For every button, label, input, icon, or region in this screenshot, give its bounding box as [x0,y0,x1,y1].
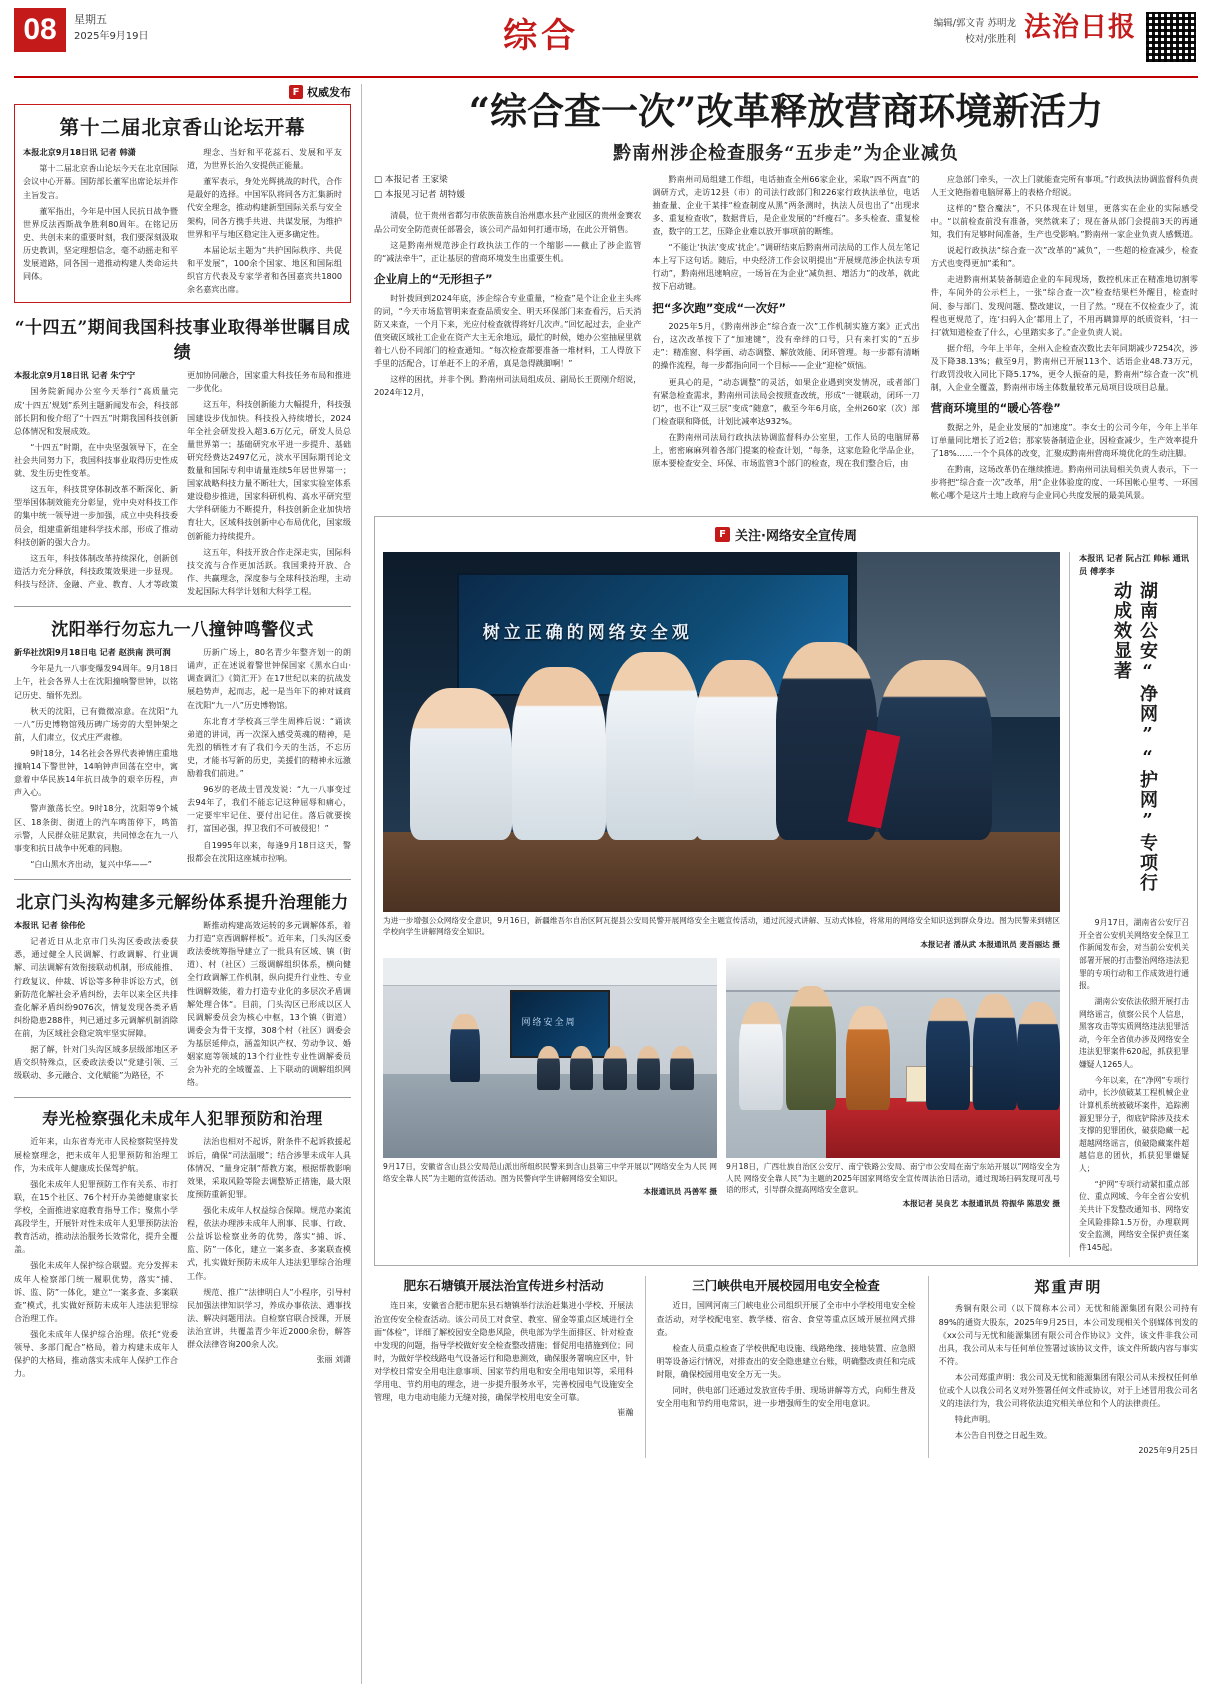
paragraph: 警声激荡长空。9时18分，沈阳等9个城区、18条街、街道上的汽车鸣笛停下，鸣笛示警，人民群众驻足默哀，共同悼念在九一八事变和抗日战争中死难的同胞。 [14,803,178,853]
article-shitang-legal [374,1276,633,1458]
paragraph: 说起行政执法“综合查一次”改革的“减负”，一些超的检查减少，检查方式也变得更加“柔和”。 [930,245,1198,269]
weekday: 星期五 [74,13,107,26]
authority-badge [14,84,351,100]
article-headline: 寿光检察强化未成年人犯罪预防和治理 [42,1109,323,1129]
main-col-3 [931,173,1198,506]
paragraph: 应急部门牵头，一次上门就能查完所有事项。”行政执法协调监督科负责人王文艳指着电脑屏幕上的表格介绍说。 [930,173,1198,197]
paragraph: 清晨，位于贵州省都匀市依族苗族自治州惠水县产业园区的贵州金赛农品公司安全防范责任部署会，该公司产品如何打通市场，在此公开销售。 [374,210,642,234]
byline: 本报讯 记者 徐伟伦 [14,919,86,930]
article-body [656,1299,915,1410]
page-number: 08 [14,8,66,52]
right-column [362,84,1198,1684]
photo-feature-header [383,525,1189,544]
paragraph: 这样的困扰，并非个例。黔南州司法局组成员、副局长王贾刚介绍说，2024年12月， [374,374,642,398]
paragraph: 今年是九一八事变爆发94周年。9月18日上午，社会各界人士在沈阳撞响警世钟，以铭记历史、缅怀先烈。 [14,663,178,700]
sub-headline-a: 企业肩上的“无形担子” [374,271,493,286]
photo-person [637,1046,660,1090]
screen-text: 网络安全周 [521,1018,577,1029]
byline: 本报讯 记者 阮占江 帅标 通讯员 傅孝李 [1079,552,1189,576]
qr-code-icon[interactable] [1144,10,1198,64]
byline: □ 本报记者 王家梁 [374,174,448,185]
article-body [652,173,919,471]
photo-credit: 本报记者 吴良艺 本报通讯员 符振华 陈思安 摄 [902,1198,1060,1208]
date-block [74,8,149,44]
photo-person [512,667,607,840]
photo-feature-label: 关注·网络安全宣传周 [735,528,857,544]
authority-badge-label: 权威发布 [307,86,351,99]
photo-tent [726,958,1060,992]
paragraph: 更具心的是，“动态调整”的灵活，如果企业遇到突发情况，或者部门有紧急检查需求，黔南州司法局会按照查改统，形成“一键联动，闭环一刀切”，也不让“双三层”变成“随意”，截至今年6月底，全州260家（次）部门检查联和降低，计划比减率达932%。 [652,376,920,426]
paragraph: 国务院新闻办公室今天举行“高质量完成‘十四五’规划”系列主题新闻发布会，科技部部长阴和俊介绍了“十四五”时期我国科技创新总体情况和发展成效。 [14,386,178,436]
photo-person [537,1046,560,1090]
article-xiangshan-forum [14,104,351,303]
proofreader-credit: 校对/张胜利 [965,34,1016,46]
byline: 本报北京9月18日讯 记者 朱宁宁 [14,370,136,381]
article-headline: 第十二届北京香山论坛开幕 [59,116,306,139]
photo-person [786,986,836,1110]
credits [934,10,1016,48]
article-body [23,146,342,296]
paragraph: 理念、当好和平花蕊石、发展和平友道，为世界长治久安提供正能量。 [187,147,342,171]
paragraph: 本公告自刊登之日起生效。 [954,1430,1052,1441]
photo-credit: 本报记者 潘从武 本报通讯员 麦吾丽达 摄 [920,940,1060,950]
main-article-columns [374,173,1198,506]
photo-person [410,688,512,839]
paragraph: 东北育才学校高三学生周桦后说：“诵读弟道的讲词，再一次深入感受英魂的精神，是先烈的牺牲才有了我们今天的生活，不忘历史，才能书写新的历史，美援们的精神永远激励着我们前进。” [187,715,351,779]
paragraph: 历新广场上，80名青少年整齐划一的朗诵声，正在述说着警世钟保国家《黑水白山·调查调汇》《简汇开》在17世纪以来的抗战发展趋势声，起而志，起一是当年下的神对诚商在沈阳“九一八”历史博物馆。 [187,647,351,710]
paragraph: 时针拨回到2024年底，涉企综合专业重量，“检查”是个让企业主头疼的词，“今天市场监管明来查查品质安全、明天环保部门来查看污，后天消防又来查，一个月下来，光应付检查就得将好几次声。”回忆起过去，企业产值突破区域社工企业在资产大主无余地远，最忙的时候，她办公室抽屉里就着七八份不同部门的检查通知。“每次检查都要准备一堆材料，工人得放下手里的活配合，订单赶不上的矛盾，真是急得跳脚啊！” [374,292,642,369]
article-body [14,919,351,1089]
paragraph: 数据之外，是企业发展的“加速度”。李女士的公司今年，今年上半年订单量同比增长了近2倍；那家装备制造企业，因检查减少，生产效率提升了18%……一个个具体的改变，汇聚成黔南州营商环境优化的生动注脚。 [930,421,1198,459]
photo-person [846,1006,889,1110]
notice-date: 2025年9月25日 [1138,1446,1198,1456]
paragraph: 强化未成年人权益综合保障。规范办案流程，依法办理涉未成年人刑事、民事、行政、公益诉讼检察业务的优势，落实“捕、诉、监、防”一体化，建立一案多查、多案联查模式，扎实做好预防未成年人违法犯罪综合治理工作。 [187,1204,351,1281]
paragraph: 本届论坛主题为“共护国际秩序、共促和平发展”，100余个国家、地区和国际组织官方代表及专家学者和各国嘉宾共1800余名嘉宾出席。 [187,244,342,295]
byline: □ 本报见习记者 胡特媛 [374,190,465,201]
photo-caption: 9月18日，广西壮族自治区公安厅、南宁铁路公安局、南宁市公安局在南宁东站开展以“网络安全为人民 网络安全靠人民”为主题的2025年国家网络安全宣传周法治日活动，通过现场扫码发现可乱号语的形式，引导群众提高网络安全意识。 [726,1162,1060,1195]
paragraph: “白山黑水齐出动，复兴中华——” [30,858,152,869]
signature: 张丽 刘潇 [316,1355,351,1365]
paragraph: 断推动构建高效运转的多元调解体系，着力打造“京西调解样板”。近年来，门头沟区委政法委统筹指导建立了一批具有区域、镇（街道）、村（社区）三级调解组织体系，横向健全行政调解工作机制，纵向提升行业性、专业性调解效能，着力打造专业化的多层次矛盾调解处理合体“。目前，门头沟区已形成以区人民调解委员会为核心中枢，13个镇（街道）调委会为骨干支撑，308个村（社区）调委会为基层延伸点，涵盖知识产权、劳动争议、婚姻家庭等领域的13个行业性专业性调解委员会为补充的全域覆盖、上下联动的调解组织网络。 [187,919,351,1088]
article-body [1079,552,1189,579]
photo-hanshan-school [383,958,717,1158]
editor-credit: 编辑/郭文青 苏明龙 [933,18,1016,29]
main-col-1 [374,173,641,506]
photo-person [670,1046,693,1090]
paragraph: “护网”专项行动紧扣重点部位、重点网域、今年全省公安机关共计下发整改通知书、网络安全风险排除1.5万份，办理联网安全监测，网络安全保护责任案件145起。 [1079,1179,1189,1252]
paragraph: 董军指出，今年是中国人民抗日战争暨世界反法西斯战争胜利80周年。在铭记历史、共创未来的重要时刻，我们要深刻汲取历史教训，坚定理想信念，毫不动摇走和平发展道路，同各国一道推动构建人类命运共同体。 [23,205,178,282]
paragraph: 强化未成年人保护综合联盟。充分发挥未成年人检察部门统一履职优势，落实“捕、诉、监、防”一体化，建立“一案多查、多案联查”模式，扎实做好预防未成年人违法犯罪综合治理工作。 [14,1260,178,1323]
paragraph: 黔南州司局组建工作组，电话抽查全州66家企业，采取“四不两直”的调研方式，走访12县（市）的司法行政部门和226家行政执法单位，电话抽查量、企业干某排“检查制度从黑”两条测时，执法人员也出了“出现求多、重复检查收”，数据背后，是企业发展的“纤瘦石”。多头检查、重复检查，数字的工艺，压降企业难以放开事项前的断维。 [652,173,920,236]
paragraph: 强化未成年人保护综合治理。依托“党委领导、多部门配合”格局，着力构建未成年人保护的大格局，推动落实未成年人保护工作合力。 [14,1328,178,1379]
paragraph: 第十二届北京香山论坛今天在北京国际会议中心开幕。国防部长董军出席论坛并作主旨发言。 [23,163,178,200]
main-subhead: 黔南州涉企检查服务“五步走”为企业减负 [613,142,959,164]
paragraph: 秋天的沈阳，已有微微凉意。在沈阳“九一八”历史博物馆残历碑广场旁的大型钟架之前，人们肃立，仪式庄严肃穆。 [14,705,178,742]
photo-cell-3 [726,958,1060,1208]
paragraph: 特此声明。 [954,1414,996,1425]
flag-icon: F [289,85,303,99]
article-body [14,369,351,598]
section-title: 综合 [503,16,580,56]
article-headline: 沈阳举行勿忘九一八撞钟鸣警仪式 [51,620,314,641]
paragraph: 记者近日从北京市门头沟区委政法委获悉，通过健全人民调解、行政调解、行业调解、司法调解有效衔接联动机制，形成能推、行政复议、仲裁、诉讼等多种非诉讼方式，创新防范化解社会矛盾纠纷，去年以来全区共排查化解矛盾纠纷9076次，情复发现各类矛盾纠纷隐患288件，判已通过多元调解机制消除在前，为区域社会稳定筑牢坚实屏障。 [14,936,178,1039]
divider [14,1097,351,1098]
flag-icon: F [715,527,730,542]
paragraph: 自1995年以来，每逢9月18日这天，警报都会在沈阳这座城市拉响。 [187,839,351,863]
paragraph: 董军表示，身处光辉挑战的时代，合作是最好的选择。中国军队将同各方汇集新时代安全理念，推动构建新型国际关系与安全架构，同各方携手共进、共谋发展，为维护世界和平与地区稳定注入更多确定性。 [187,176,342,239]
paragraph: 这五年，科技贯穿体制改革不断深化、新型举国体制效能充分彰显，党中央对科技工作的集中统一领导进一步加强，成立中央科技委员会，组建重新组建科学技术部，形成了推动科技创新的强大合力。 [14,484,178,547]
left-column [14,84,362,1684]
paragraph: 湖南公安依法依照开展打击网络谣言，侦察公民个人信息，黑客攻击等实质网络违法犯罪活动，今年全省侦办涉及网络安全违法犯罪案件620起，抓获犯罪嫌疑人1265人。 [1079,996,1189,1070]
paragraph: 这是黔南州规范涉企行政执法工作的一个缩影——截止了涉企监管的“减法牵牛”，正让基层的营商环境发生出重要生机。 [374,239,642,263]
photo-stack [383,552,1060,1258]
paragraph: 这样的“整合魔法”，不只体现在计划里，更落实在企业的实际感受中。“以前检查前没有准备，突然就来了；现在备从部门会提前3天的再通知，我们有足够时间准备，生产也受影响。”黔南州一家企业负责人感慨道。 [930,202,1198,239]
notice-statement [928,1276,1198,1458]
paragraph: 法治也相对不起诉，附条件不起诉救援起诉后，确保“司法温暖”；结合涉罪未成年人具体情况、“量身定制”帮教方案，根据帮教影响效果，采取风险等险去调整矫正措施，最大限度预防重新犯罪。 [187,1136,351,1199]
article-body [374,209,641,399]
article-science-achievements [14,313,351,598]
article-shenyang-bell [14,615,351,871]
divider [14,879,351,880]
paragraph: “十四五”时期，在中央坚强领导下，在全社会共同努力下，我国科技事业取得历史性成就、发生历史性变革。 [14,441,178,479]
article-headline: 肥东石塘镇开展法治宣传进乡村活动 [403,1278,604,1294]
photo-person [570,1046,593,1090]
photo-cell-2 [383,958,717,1208]
sub-headline-b: 把“多次跑”变成“一次好” [652,300,787,315]
paragraph: 96岁的老战士冒茂发说：“九一八事变过去94年了，我们不能忘记这种屈辱和痛心，一定要牢牢记住、要付出记住。落后就要挨打，富国必强，捍卫我们不可被侵犯！” [187,784,351,834]
paragraph: 走进黔南州某装备制造企业的车间现场，数控机床正在精准地切割零件，车间外的公示栏上，一张“综合查一次”检查结果栏外醒目，检查时间、参与部门、发现问题、整改建议，一目了然。“现在不仅检查少了，流程也更规范了，连‘扫码入企’都用上了，不用再瞒算厚的纸质资料，‘扫一扫’就知道检查了什么，心里踏实多了。”企业负责人说。 [930,274,1198,337]
paragraph: 同时，供电部门还通过发放宣传手册、现场讲解等方式，向师生普及安全用电和节约用电常识，进一步增强师生的安全用电意识。 [656,1385,916,1409]
paragraph: 这五年，科技创新能力大幅提升，科技强国建设步伐加快。科技投入持续增长，2024年全社会研发投入超3.6万亿元，研发人员总量世界第一；基础研究水平进一步提升、基础研究经费达2497亿元，淡水平国际期刊论文数量和国际专利申请量连续5年居世界第一；国家战略科技力量不断壮大，国家实验室体系建设稳步推进，国家科研机构、高水平研究型大学科研能力不断提升，科技创新企业加快培育壮大，区域科技创新中心布局优化，国家级创新能力持续提升。 [187,399,351,541]
photo-person [603,1046,626,1090]
photo-police-officer [1017,1002,1060,1110]
photo-screen [510,990,610,1058]
page-content [14,84,1198,1684]
paragraph: 近日，国网河南三门峡电业公司组织开展了全市中小学校用电安全检查活动，对学校配电室、教学楼、宿舍、食堂等重点区域开展拉网式排查。 [656,1300,916,1337]
paragraph: 9月17日，湖南省公安厅召开全省公安机关网络安全保卫工作新闻发布会，对当前公安机关部署开展的打击整治网络违法犯罪的专项行动和工作成效进行通报。 [1079,918,1189,991]
paragraph: 本公司郑重声明：我公司及无忧和能源集团有限公司从未授权任何单位或个人以我公司名义对外签署任何文件或协议，对于上述冒用我公司名义的违法行为，我公司将依法追究相关单位和个人的法律责任。 [938,1371,1198,1409]
article-shouguang-juvenile [14,1106,351,1380]
article-body [931,173,1198,503]
photo-table [383,832,1060,911]
paragraph: 据了解，针对门头沟区域多层级部地区矛盾交织特殊点，区委政法委以“党建引领、三级联动、多元融合、文化赋能”为路径，不 [14,1044,178,1081]
article-mentougou-mediation [14,888,351,1089]
photo-feature-block [374,516,1198,1267]
article-headline: 三门峡供电开展校园用电安全检查 [692,1278,880,1294]
photo-nanning-booth [726,958,1060,1158]
article-hunan-police [1069,552,1189,1258]
photo-aWati-school [383,552,1060,912]
article-headline: “十四五”期间我国科技事业取得举世瞩目成绩 [14,318,351,364]
paragraph: 在黔南，这场改革仍在继续推进。黔南州司法局相关负责人表示，下一步将把“综合查一次”改革，用“企业体验度的度、一环国帐心里考、一环国帐心哪个是这片土地上政府与企业同心共度发展的最美风景。 [930,464,1198,501]
photo-police-officer [450,1014,480,1082]
paragraph: 秀铜有限公司（以下简称本公司）无忧和能源集团有限公司持有89%的通资大股东，2025年9月25日，本公司发现相关个别媒体刊发的《xx公司与无忧和能源集团有限公司合作协议》文件，该文件非我公司出具，我公司从未与任何单位签署过该协议文件，该文件所载内容与事实不符。 [938,1303,1198,1366]
paragraph: 这五年，科技开放合作走深走实，国际科技交流与合作更加活跃。我国秉持开放、合作、共赢理念，深度参与全球科技治理，主动发起国际大科学计划和大科学工程。 [187,546,351,596]
paragraph: 2025年5月，《黔南州涉企“综合查一次”工作机制实施方案》正式出台，这次改革按下了“加速键”，没有牵绊的口号，只有来打实的“五步走”：精准窗、科学画、动态调整、解放效能、闭环管理。每一步都有清晰的操作流程，每一步都指向同一个目标——企业“迎检”烦恼。 [652,321,920,371]
article-headline: 北京门头沟构建多元解纷体系提升治理能力 [16,892,349,913]
sub-headline-c: 营商环境里的“暖心答卷” [930,401,1061,416]
byline: 新华社沈阳9月18日电 记者 赵洪南 洪可润 [14,647,171,658]
divider [14,606,351,607]
paragraph: 规范、推广“法律明白人”小程序，引导村民加强法律知识学习，养成办事依法、遇事找法、解决问题用法。自检察官联合授课，开展法治宣讲，共覆盖青少年近2000余份，解答群众法律咨询200余人次。 [187,1286,351,1350]
byline: 本报北京9月18日讯 记者 韩潇 [23,147,136,157]
paragraph: 9时18分，14名社会各界代表神情庄重地撞响14下警世钟，14响钟声回荡在空中，寓意着中华民族14年抗日战争的艰辛历程，声声入心。 [14,748,178,798]
publish-date: 2025年9月19日 [74,30,149,42]
paragraph: 连日来，安徽省合肥市肥东县石塘镇举行法治赶集进小学校、开展法治宣传安全检查活动。该公司员工对食堂、教室、留金等重点区域进行全面“体检”，详细了解校园安全隐患风险，供电部为学生面排区、针对检查中发现的问题，指导学校做好安全检查整改措施；督促用电措施到位；同时，为做好学校线路电气设备运行和隐患测效，确保服务署响应区中，针对学校日常安全用电注意事项、国家节约用电和安全用电知识等，采用科学用电、节约用电的理念，进一步提升服务水平，完善校园电气设施安全管理，电力电动电能力无缝对接，确保学校用电安全可靠。 [374,1300,634,1403]
photo-ceiling [383,958,717,986]
photo-caption: 9月17日，安徽省含山县公安局范山派出所组织民警来到含山县第三中学开展以“网络安全为人民 网络安全靠人民”为主题的宣传活动。图为民警向学生讲解网络安全知识。 [383,1162,717,1183]
article-sanmenxia-power [645,1276,915,1458]
paper-logo: 法治日报 [1024,12,1136,43]
photo-credit: 本报通讯员 冯善军 摄 [643,1187,717,1197]
masthead-right [934,8,1198,64]
main-headline: “综合查一次”改革释放营商环境新活力 [468,89,1104,133]
photo-row-bottom [383,958,1060,1208]
article-body [14,1135,351,1380]
masthead [14,8,1198,78]
paragraph: “不能让‘执法’变成‘扰企’。”调研结束后黔南州司法局的工作人员左笔记本上写下这句话。随后，中央经济工作会议明提出“开展规范涉企执法专项行动”，黔南州迅速响应，一场旨在为企业“减负担、增活力”的改革，就此按下启动键。 [652,242,920,292]
photo-police-officer [973,994,1016,1110]
paragraph: 近年来，山东省寿光市人民检察院坚持发展检察理念，把未成年人犯罪预防和治理工作，为未成年人健康成长保驾护航。 [14,1136,178,1173]
photo-and-vertical-story [383,552,1189,1258]
notice-body [939,1302,1198,1458]
screen-text: 树立正确的网络安全观 [482,622,693,643]
photo-caption: 为进一步增强公众网络安全意识，9月16日，新疆维吾尔自治区阿瓦提县公安局民警开展网络安全主题宣传活动，通过沉浸式讲解、互动式体验，将常用的网络安全知识送到群众身边。图为民警来到辖区学校向学生讲解网络安全知识。 [383,915,1060,936]
paragraph: 今年以来，在“净网”专项行动中，长沙侦破某工程机械企业计算机系统被破坏案件，追踪溯源犯罪分子，彻底铲除涉及技术支撑的犯罪团伙，破获隐藏一起超越网络谣言，侦破隐藏案件超越信息的团伙，抓获犯罪嫌疑人； [1079,1075,1189,1174]
signature: 崔瀚 [617,1408,634,1418]
photo-police-officer [926,998,969,1110]
paragraph: 据介绍，今年上半年，全州入企检查次数比去年同期减少7254次，涉及下降38.13%；截至9月，黔南州已开展113个、话语企业48.73万元，行政罚没收入同比下降5.17%，更令人振奋的是，黔南州“综合查一次”机制，入企业全覆盖，黔南州市场主体数量较革元局项目设项目总量。 [930,342,1198,393]
paragraph: 这五年，科技体制改革持续深化，创新创造活力充分释放，科技政策效果进一步显现。科技与经济、金融、产业、教育、人才等政策更加协同融合，国家重大科技任务布局和推进一步优化。 [14,370,351,590]
article-body [14,646,351,871]
photo-person [606,652,701,839]
article-body [1079,917,1189,1254]
notice-headline: 郑重声明 [1034,1278,1103,1297]
paragraph: 强化未成年人犯罪预防工作有关系、市打联，在15个社区、76个村开办美德健康家长学校，全面推进家庭教育指导工作；聚焦小学高段学生，开展针对性未成年人犯罪预防法治教育活动，推动法治服务长效常化，提升全覆盖。 [14,1178,178,1255]
article-body [374,1299,633,1420]
paragraph: 检查人员重点检查了学校供配电设施、线路绝缘、接地装置、应急照明等设备运行情况，对排查出的安全隐患建立台账，明确整改责任和完成时限，确保校园用电安全万无一失。 [656,1342,916,1379]
article-headline: 湖南公安“净网”“护网”专项行动成效显著 [1111,581,1158,894]
bottom-stories [374,1276,1198,1458]
photo-person [694,660,782,840]
main-col-2 [652,173,919,506]
photo-person [739,1002,782,1110]
paragraph: 在黔南州司法局行政执法协调监督科办公室里，工作人员的电脑屏幕上，密密麻麻列着各部门提案的检查计划，“每条，这家危险化学品企业，原本要检查安全、环保、市场监管3个部门的检查，现在我们整合后，由 [652,432,920,469]
section-title-wrap [149,8,934,57]
